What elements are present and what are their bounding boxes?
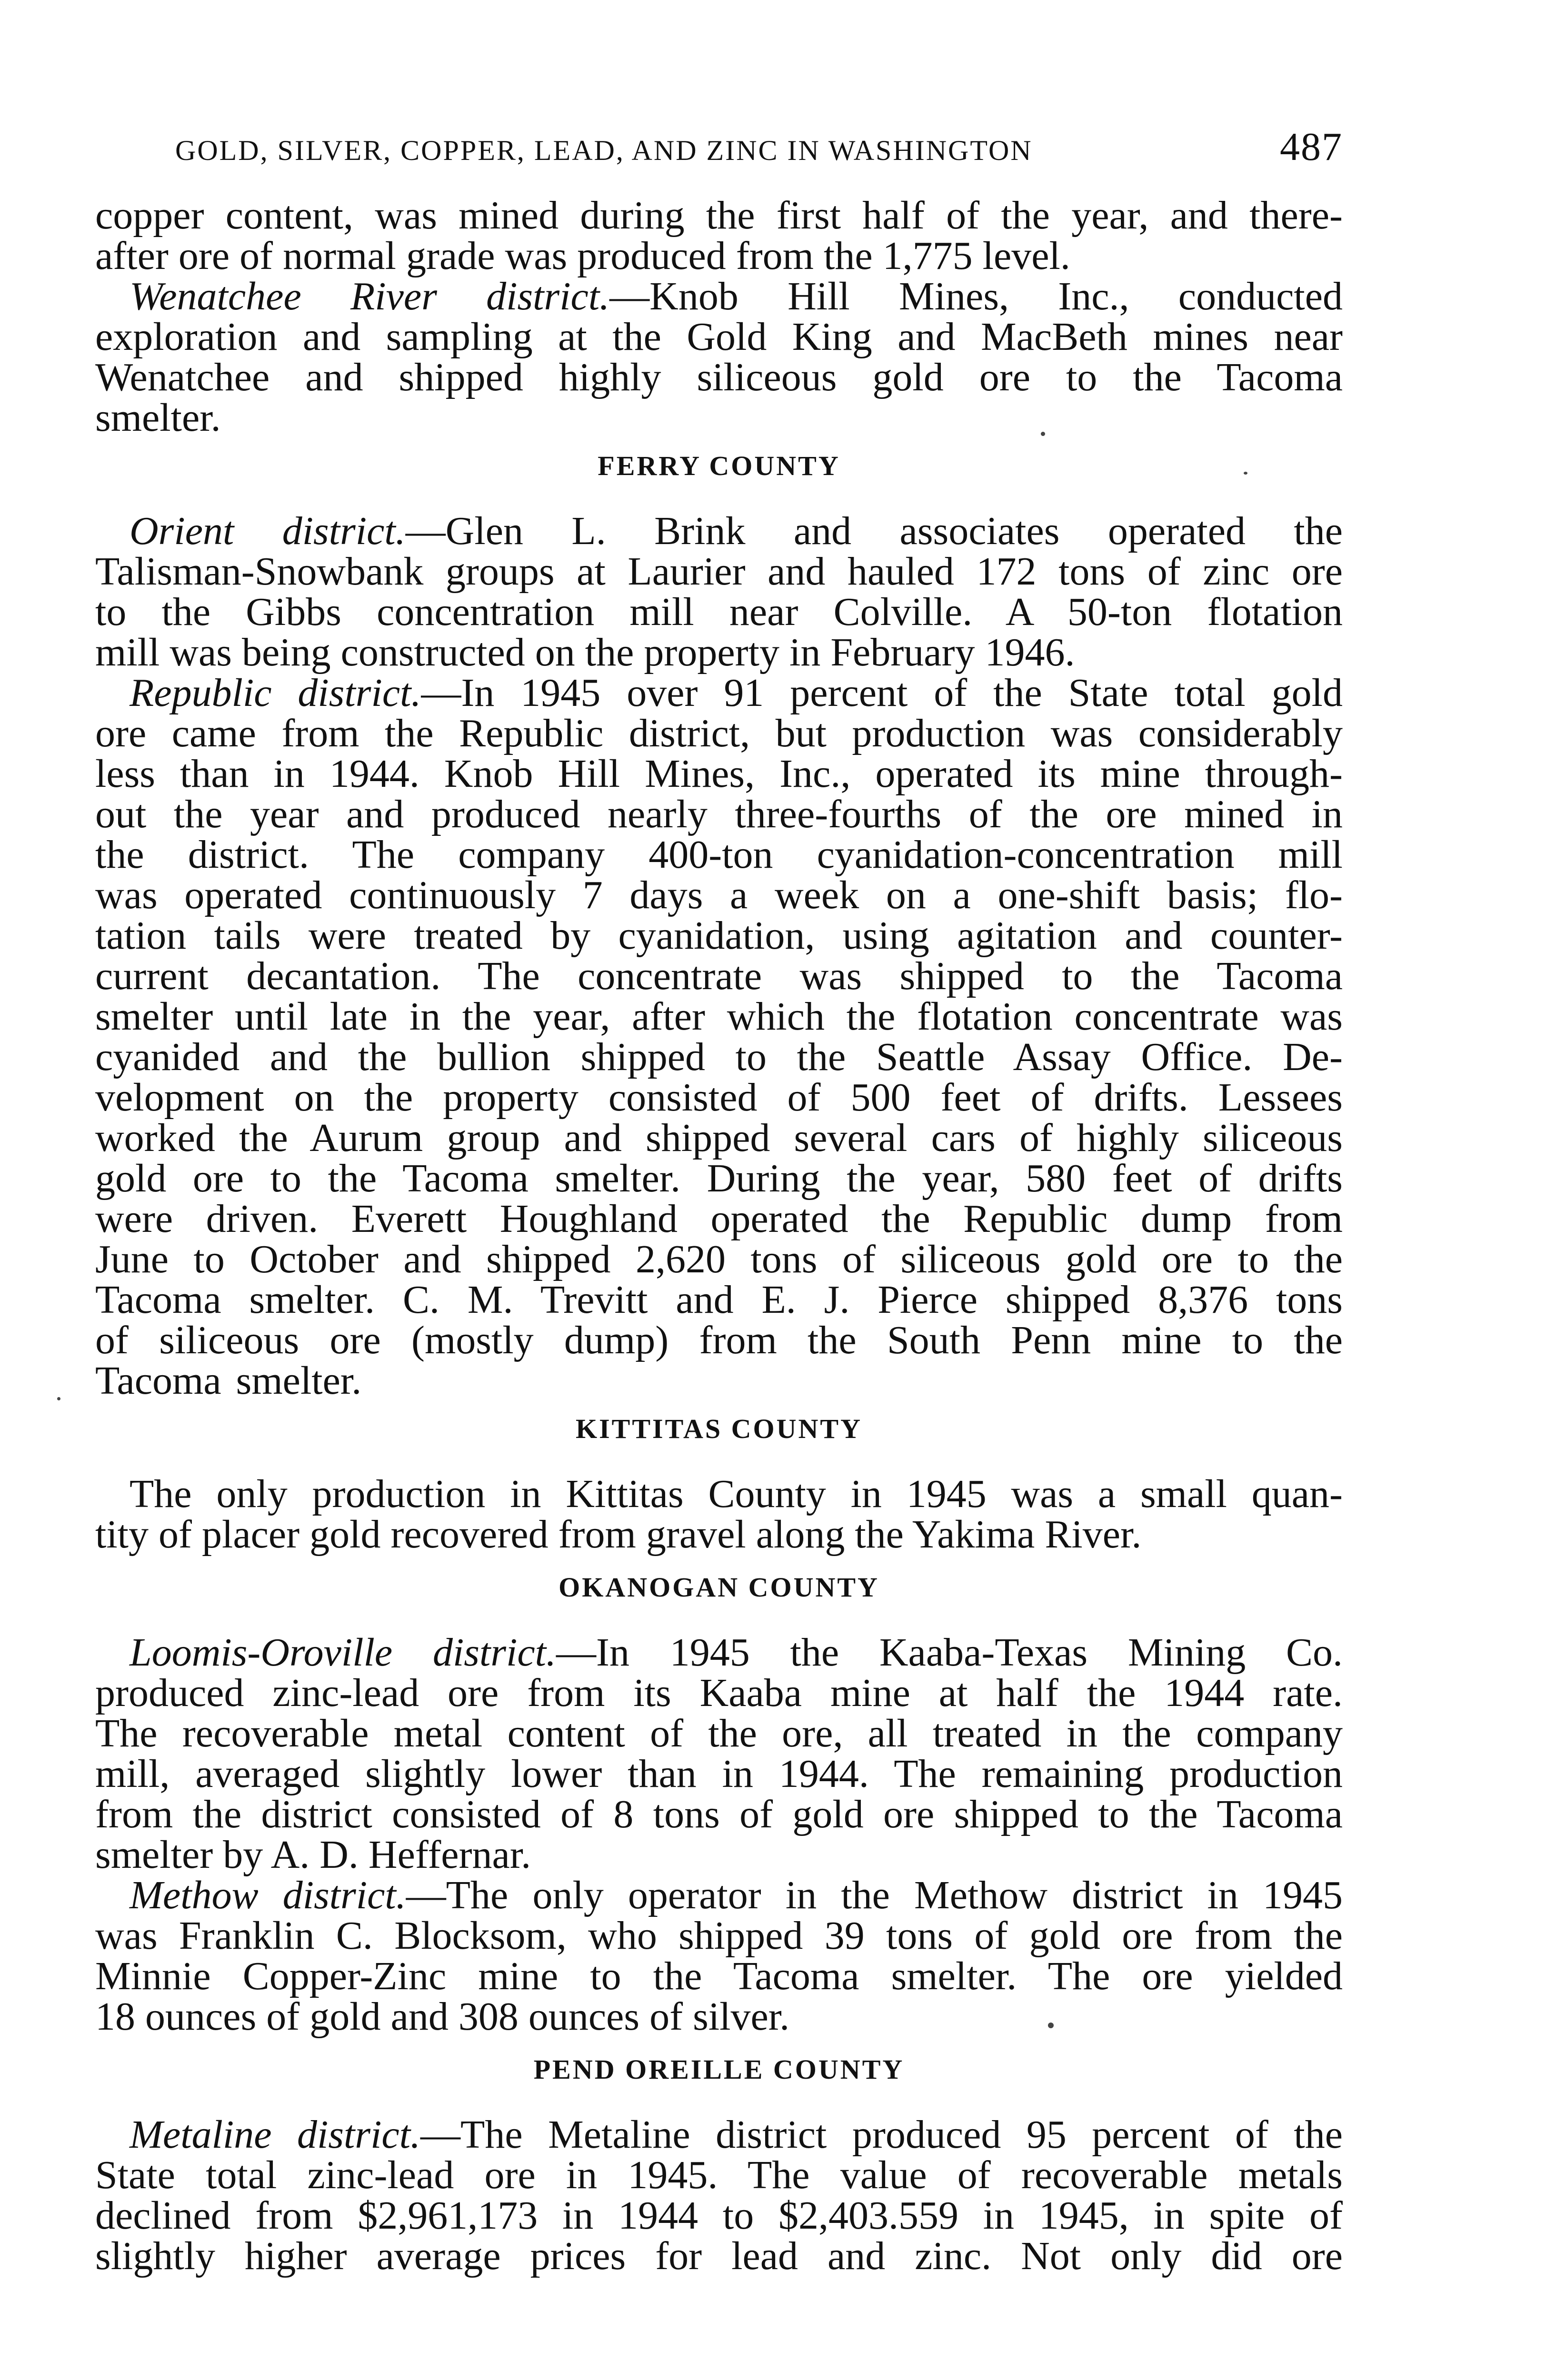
orient-line-4: mill was being constructed on the property in February 1946. — [95, 630, 1075, 674]
page-number: 487 — [1280, 125, 1343, 169]
intro-line-1: copper content, was mined during the first half of the year, and there- — [95, 193, 1343, 238]
wenatchee-line-2: exploration and sampling at the Gold King and MacBeth mines near — [95, 315, 1343, 359]
metaline-district-name: Metaline district. — [130, 2112, 421, 2157]
republic-line-13: gold ore to the Tacoma smelter. During the year, 580 feet of drifts — [95, 1156, 1343, 1200]
republic-line-10: cyanided and the bullion shipped to the Seattle Assay Office. De- — [95, 1035, 1343, 1079]
metaline-line-2: State total zinc-lead ore in 1945. The value of recoverable metals — [95, 2153, 1343, 2197]
section-heading-ferry: FERRY COUNTY — [598, 450, 840, 481]
republic-line-1 — [95, 673, 1343, 713]
republic-line-14: were driven. Everett Houghland operated the Republic dump from — [95, 1197, 1343, 1241]
loomis-line-6: smelter by A. D. Heffernar. — [95, 1833, 531, 1877]
loomis-line-5: from the district consisted of 8 tons of gold ore shipped to the Tacoma — [95, 1792, 1343, 1836]
republic-line-5: the district. The company 400-ton cyanidation-concentration mill — [95, 833, 1343, 877]
republic-line-15: June to October and shipped 2,620 tons of siliceous gold ore to the — [95, 1237, 1343, 1281]
wenatchee-line-3: Wenatchee and shipped highly siliceous gold ore to the Tacoma — [95, 355, 1343, 399]
methow-line-2: was Franklin C. Blocksom, who shipped 39 tons of gold ore from the — [95, 1914, 1343, 1958]
wenatchee-line-1 — [95, 276, 1343, 317]
section-heading-kittitas: KITTITAS COUNTY — [576, 1413, 862, 1444]
republic-line-1-text: —In 1945 over 91 percent of the State total gold — [421, 671, 1343, 715]
wenatchee-district-name: Wenatchee River district. — [130, 274, 610, 318]
republic-line-16: Tacoma smelter. C. M. Trevitt and E. J. Pierce shipped 8,376 tons — [95, 1278, 1343, 1322]
loomis-line-2: produced zinc-lead ore from its Kaaba mine at half the 1944 rate. — [95, 1671, 1343, 1715]
orient-district-name: Orient district. — [130, 509, 406, 553]
wenatchee-line-1-text: —Knob Hill Mines, Inc., conducted — [609, 274, 1343, 318]
intro-line-2: after ore of normal grade was produced from the 1,775 level. — [95, 234, 1070, 278]
loomis-line-1 — [95, 1632, 1343, 1673]
methow-district-name: Methow district. — [130, 1873, 406, 1917]
document-page — [95, 124, 1343, 2276]
methow-line-1-text: —The only operator in the Methow district in 1945 — [406, 1873, 1343, 1917]
running-head — [95, 124, 1343, 181]
orient-line-3: to the Gibbs concentration mill near Colville. A 50-ton flotation — [95, 590, 1343, 634]
loomis-line-1-text: —In 1945 the Kaaba-Texas Mining Co. — [556, 1630, 1343, 1675]
republic-line-7: tation tails were treated by cyanidation, using agitation and counter- — [95, 913, 1343, 958]
methow-line-1 — [95, 1875, 1343, 1915]
orient-line-1-text: —Glen L. Brink and associates operated the — [405, 509, 1343, 553]
orient-line-2: Talisman-Snowbank groups at Laurier and hauled 172 tons of zinc ore — [95, 549, 1343, 594]
republic-line-9: smelter until late in the year, after which the flotation concentrate was — [95, 994, 1343, 1039]
wenatchee-line-4: smelter. — [95, 396, 221, 440]
loomis-line-4: mill, averaged slightly lower than in 1944. The remaining production — [95, 1752, 1343, 1796]
methow-line-4: 18 ounces of gold and 308 ounces of silver. — [95, 1994, 790, 2039]
methow-line-3: Minnie Copper-Zinc mine to the Tacoma smelter. The ore yielded — [95, 1954, 1343, 1998]
republic-line-11: velopment on the property consisted of 500 feet of drifts. Lessees — [95, 1075, 1343, 1120]
republic-district-name: Republic district. — [130, 671, 421, 715]
scan-speck — [1244, 472, 1247, 475]
republic-line-4: out the year and produced nearly three-fourths of the ore mined in — [95, 792, 1343, 836]
republic-line-8: current decantation. The concentrate was shipped to the Tacoma — [95, 954, 1343, 998]
orient-line-1 — [95, 511, 1343, 551]
running-title: GOLD, SILVER, COPPER, LEAD, AND ZINC IN WASHINGTON — [175, 135, 1033, 166]
scan-speck — [57, 1397, 60, 1400]
metaline-line-3: declined from $2,961,173 in 1944 to $2,403.559 in 1945, in spite of — [95, 2193, 1343, 2238]
metaline-line-1 — [95, 2114, 1343, 2155]
republic-line-6: was operated continuously 7 days a week on a one-shift basis; flo- — [95, 873, 1343, 917]
republic-line-17: of siliceous ore (mostly dump) from the South Penn mine to the — [95, 1318, 1343, 1362]
republic-line-2: ore came from the Republic district, but production was considerably — [95, 711, 1343, 755]
section-heading-okanogan: OKANOGAN COUNTY — [559, 1572, 879, 1603]
loomis-line-3: The recoverable metal content of the ore, all treated in the company — [95, 1711, 1343, 1755]
metaline-line-4: slightly higher average prices for lead and zinc. Not only did ore — [95, 2234, 1343, 2278]
metaline-line-1-text: —The Metaline district produced 95 percent of the — [420, 2112, 1343, 2157]
section-heading-pend-oreille: PEND OREILLE COUNTY — [533, 2054, 905, 2085]
republic-line-12: worked the Aurum group and shipped several cars of highly siliceous — [95, 1116, 1343, 1160]
kittitas-line-2: tity of placer gold recovered from gravel along the Yakima River. — [95, 1512, 1142, 1557]
scan-speck — [1041, 432, 1045, 436]
republic-line-3: less than in 1944. Knob Hill Mines, Inc., operated its mine through- — [95, 752, 1343, 796]
kittitas-line-1: The only production in Kittitas County in 1945 was a small quan- — [130, 1472, 1343, 1516]
scan-speck — [1048, 2023, 1054, 2028]
loomis-district-name: Loomis-Oroville district. — [130, 1630, 556, 1675]
republic-line-18: Tacoma smelter. — [95, 1359, 362, 1403]
